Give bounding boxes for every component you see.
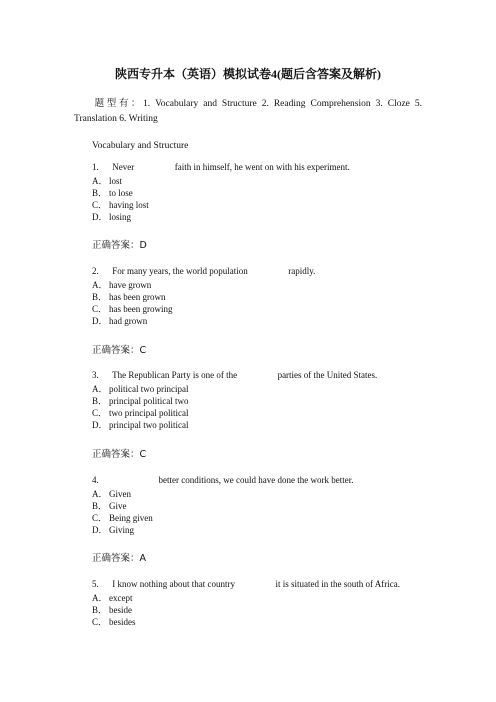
stem-before-blank: The Republican Party is one of the <box>112 370 238 380</box>
question-3 <box>92 368 432 431</box>
option-d <box>92 315 432 327</box>
option-letter: B． <box>92 501 108 511</box>
option-letter: C． <box>92 617 108 627</box>
answer-prefix: 正确答案： <box>92 553 140 564</box>
question-stem <box>92 473 432 488</box>
answer-prefix: 正确答案： <box>92 345 140 356</box>
option-b <box>92 604 432 616</box>
option-letter: D． <box>92 420 108 430</box>
stem-before-blank: I know nothing about that country <box>112 579 235 589</box>
option-d <box>92 524 432 536</box>
option-letter: C． <box>92 513 108 523</box>
option-text: besides <box>109 617 136 627</box>
question-stem <box>92 577 432 592</box>
correct-answer-3 <box>92 449 146 461</box>
option-text: lost <box>109 176 123 186</box>
option-letter: B． <box>92 605 108 615</box>
correct-answer-1 <box>92 240 147 252</box>
question-number: 1. <box>92 162 99 172</box>
option-letter: B． <box>92 292 108 302</box>
option-text: political two principal <box>109 384 189 394</box>
option-c <box>92 303 432 315</box>
question-number: 4. <box>92 475 99 485</box>
question-2 <box>92 264 432 327</box>
option-letter: C． <box>92 200 108 210</box>
option-text: to lose <box>109 188 133 198</box>
stem-after-blank: parties of the United States. <box>277 370 378 380</box>
option-text: principal political two <box>109 396 189 406</box>
option-b <box>92 291 432 303</box>
question-5 <box>92 577 432 628</box>
option-letter: A． <box>92 593 108 603</box>
option-a <box>92 488 432 500</box>
option-text: Being given <box>109 513 153 523</box>
answer-letter: C <box>139 449 147 460</box>
answer-letter: A <box>139 553 147 564</box>
option-letter: C． <box>92 304 108 314</box>
stem-after-blank: rapidly. <box>288 266 316 276</box>
option-a <box>92 279 432 291</box>
stem-before-blank: For many years, the world population <box>112 266 248 276</box>
question-stem <box>92 368 432 383</box>
option-letter: B． <box>92 396 108 406</box>
correct-answer-4 <box>92 553 146 565</box>
option-a <box>92 175 432 187</box>
option-c <box>92 199 432 211</box>
question-number: 3. <box>92 370 99 380</box>
option-letter: D． <box>92 316 108 326</box>
option-letter: A． <box>92 280 108 290</box>
option-letter: D． <box>92 212 108 222</box>
option-letter: D． <box>92 525 108 535</box>
question-types-intro <box>74 97 422 127</box>
option-a <box>92 383 432 395</box>
option-text: principal two political <box>109 420 189 430</box>
option-text: except <box>109 593 133 603</box>
option-text: have grown <box>109 280 152 290</box>
option-letter: B． <box>92 188 108 198</box>
answer-prefix: 正确答案： <box>92 449 140 460</box>
intro-text: 题型有：1. Vocabulary and Structure 2. Reading Comprehension 3. Cloze 5. Translation 6. Writing <box>74 99 422 124</box>
option-text: losing <box>109 212 132 222</box>
answer-letter: D <box>139 240 147 251</box>
document-title: 陕西专升本（英语）模拟试卷4(题后含答案及解析) <box>115 67 381 81</box>
option-text: Given <box>109 489 131 499</box>
option-letter: A． <box>92 489 108 499</box>
option-c <box>92 616 432 628</box>
stem-after-blank: faith in himself, he went on with his experiment. <box>174 162 350 172</box>
correct-answer-2 <box>92 345 146 357</box>
option-a <box>92 592 432 604</box>
question-1 <box>92 160 432 223</box>
option-text: two principal political <box>109 408 189 418</box>
question-4 <box>92 473 432 536</box>
option-c <box>92 512 432 524</box>
option-text: had grown <box>109 316 148 326</box>
option-text: has been grown <box>109 292 166 302</box>
option-letter: A． <box>92 384 108 394</box>
section-title: Vocabulary and Structure <box>92 141 189 151</box>
option-text: Giving <box>109 525 135 535</box>
option-b <box>92 500 432 512</box>
option-text: beside <box>109 605 132 615</box>
stem-before-blank: Never <box>112 162 135 172</box>
option-d <box>92 211 432 223</box>
option-letter: A． <box>92 176 108 186</box>
option-b <box>92 187 432 199</box>
answer-letter: C <box>139 345 147 356</box>
option-text: Give <box>109 501 127 511</box>
option-b <box>92 395 432 407</box>
question-stem <box>92 264 432 279</box>
option-d <box>92 419 432 431</box>
option-letter: C． <box>92 408 108 418</box>
stem-after-blank: it is situated in the south of Africa. <box>275 579 400 589</box>
answer-prefix: 正确答案： <box>92 240 140 251</box>
stem-after-blank: better conditions, we could have done the work better. <box>158 475 354 485</box>
question-number: 2. <box>92 266 99 276</box>
question-stem <box>92 160 432 175</box>
option-text: has been growing <box>109 304 173 314</box>
question-number: 5. <box>92 579 99 589</box>
option-c <box>92 407 432 419</box>
option-text: having lost <box>109 200 149 210</box>
